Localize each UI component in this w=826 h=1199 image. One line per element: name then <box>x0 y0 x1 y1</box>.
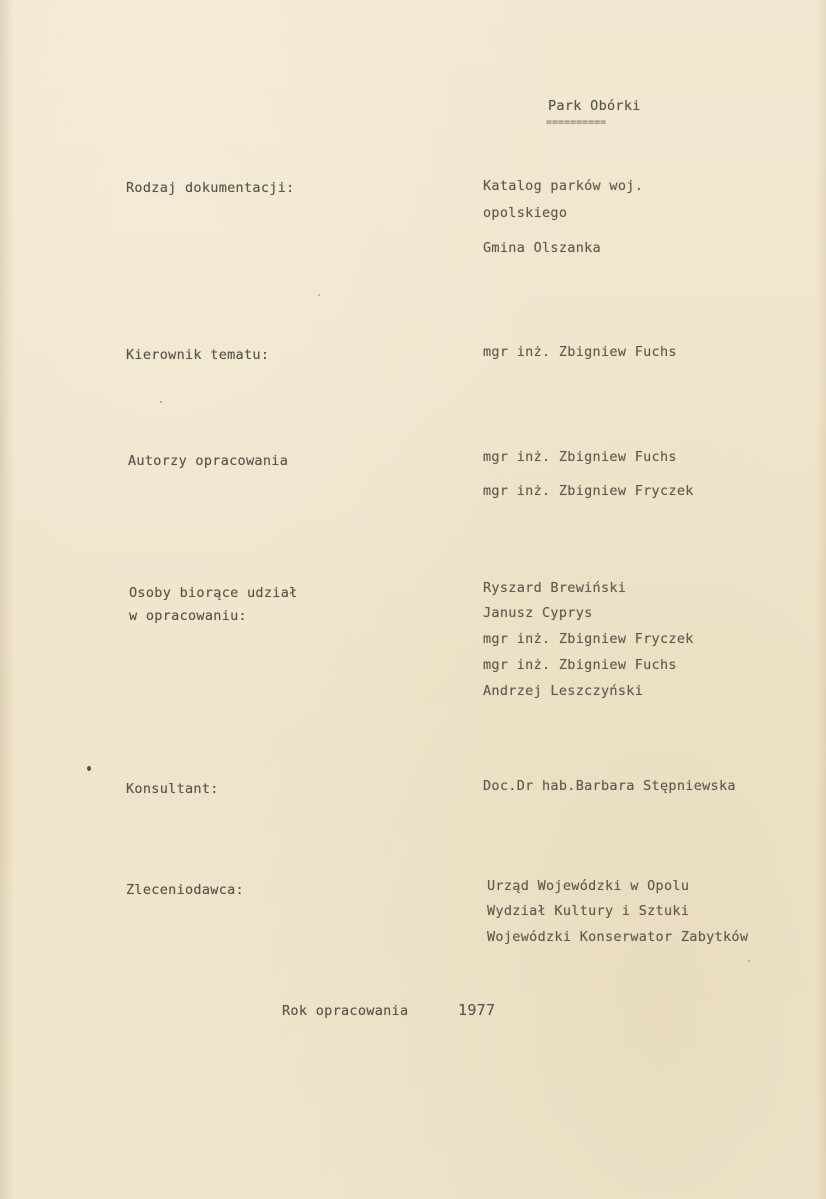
value-topic-manager: mgr inż. Zbigniew Fuchs <box>483 344 677 360</box>
paper-speck <box>318 294 320 296</box>
document-title: Park Obórki <box>548 98 641 114</box>
label-participants-line-1: Osoby biorące udział <box>129 585 298 601</box>
paper-speck <box>87 766 91 771</box>
label-participants-line-2: w opracowaniu: <box>129 608 247 624</box>
value-participant-4: mgr inż. Zbigniew Fuchs <box>483 657 677 673</box>
value-year-of-elaboration: 1977 <box>458 1001 496 1019</box>
label-consultant: Konsultant: <box>126 781 219 797</box>
value-author-2: mgr inż. Zbigniew Fryczek <box>483 483 694 499</box>
value-client-line-2: Wydział Kultury i Sztuki <box>487 903 690 919</box>
label-document-type: Rodzaj dokumentacji: <box>126 180 295 196</box>
value-participant-1: Ryszard Brewiński <box>483 580 627 596</box>
value-client-line-3: Wojewódzki Konserwator Zabytków <box>487 929 749 945</box>
paper-edge-right <box>816 0 826 1199</box>
label-year-of-elaboration: Rok opracowania <box>282 1003 409 1019</box>
value-document-type-line-2: opolskiego <box>483 205 568 221</box>
title-underline: ========== <box>546 117 607 128</box>
paper-speck <box>748 960 750 962</box>
value-participant-2: Janusz Cyprys <box>483 605 593 621</box>
value-document-type-line-1: Katalog parków woj. <box>483 178 644 194</box>
label-authors: Autorzy opracowania <box>128 453 289 469</box>
value-author-1: mgr inż. Zbigniew Fuchs <box>483 449 677 465</box>
label-topic-manager: Kierownik tematu: <box>126 347 270 363</box>
value-participant-3: mgr inż. Zbigniew Fryczek <box>483 631 694 647</box>
label-client: Zleceniodawca: <box>126 882 244 898</box>
value-consultant: Doc.Dr hab.Barbara Stępniewska <box>483 778 736 794</box>
value-client-line-1: Urząd Wojewódzki w Opolu <box>487 878 690 894</box>
paper-edge-left <box>0 0 14 1199</box>
value-participant-5: Andrzej Leszczyński <box>483 683 644 699</box>
paper-speck <box>160 401 162 403</box>
value-document-type-line-3: Gmina Olszanka <box>483 240 601 256</box>
